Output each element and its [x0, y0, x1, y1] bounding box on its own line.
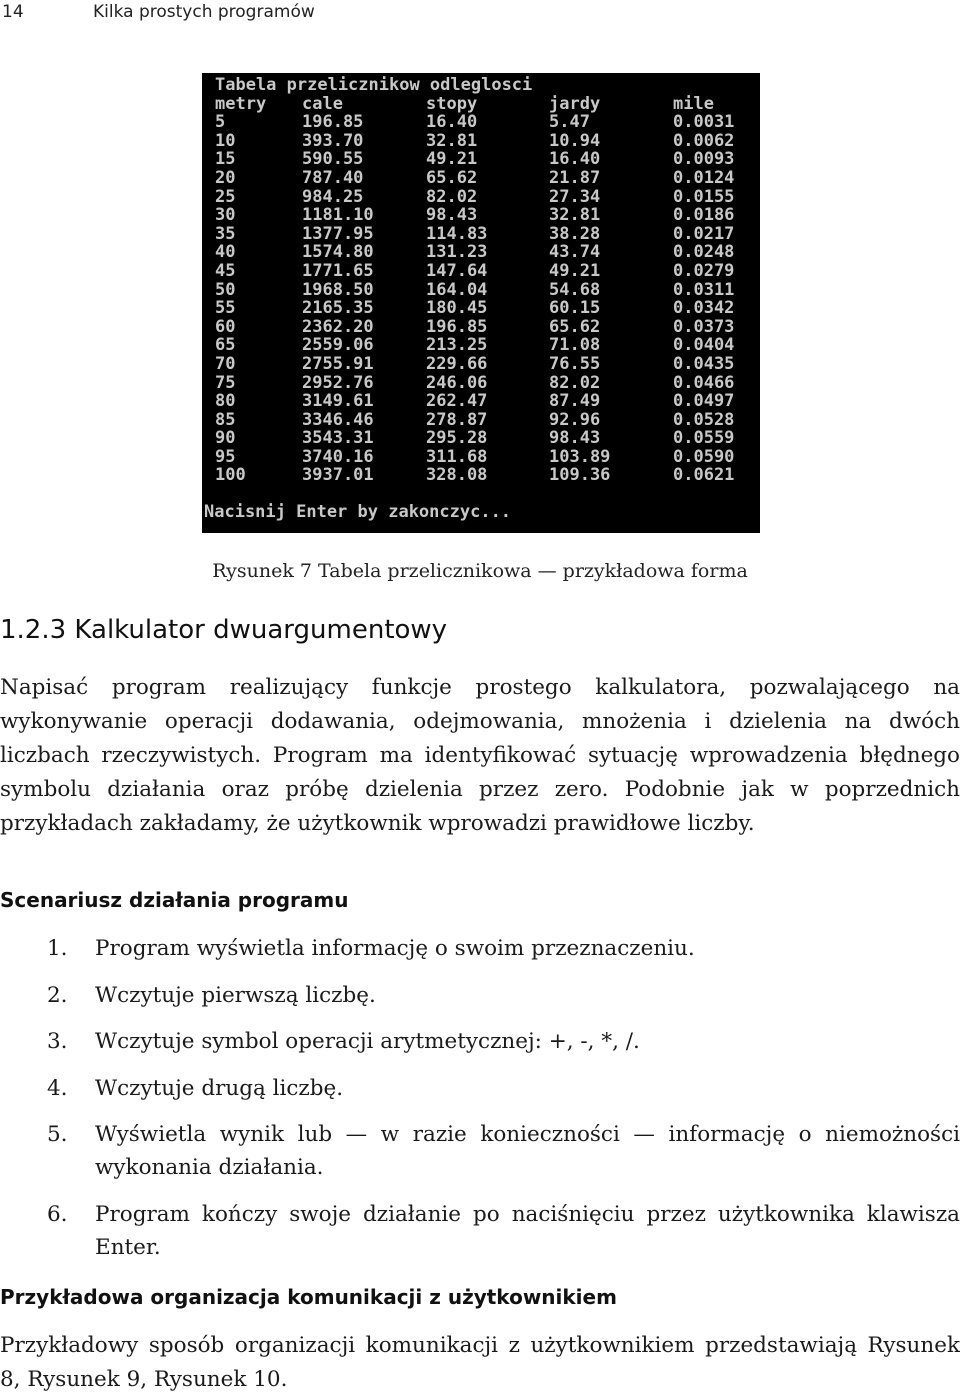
communication-paragraph: Przykładowy sposób organizacji komunikacji z użytkownikiem przedstawiają Rysunek 8, Rysunek 9, Rysunek 10. [0, 1333, 960, 1392]
table-cell: 0.0217 [673, 223, 735, 244]
console-rows [202, 113, 760, 485]
table-row [202, 299, 760, 318]
table-cell: 590.55 [302, 149, 364, 170]
table-cell: 10.94 [549, 130, 601, 151]
step-text: Wyświetla wynik lub — w razie konieczności — informację o niemożności wykonania działania. [95, 1122, 960, 1180]
list-item [0, 1118, 960, 1184]
table-cell: 1181.10 [302, 205, 374, 226]
table-cell: 40 [215, 242, 236, 263]
table-cell: 213.25 [426, 335, 488, 356]
table-cell: 21.87 [549, 167, 601, 188]
table-row [202, 429, 760, 448]
table-cell: 103.89 [549, 446, 611, 467]
table-row [202, 132, 760, 151]
column-header: mile [673, 93, 714, 114]
table-cell: 54.68 [549, 279, 601, 300]
table-cell: 90 [215, 428, 236, 449]
table-cell: 3740.16 [302, 446, 374, 467]
table-cell: 85 [215, 409, 236, 430]
table-row [202, 150, 760, 169]
step-text: Program wyświetla informację o swoim przeznaczeniu. [95, 936, 695, 961]
page-number: 14 [2, 2, 24, 22]
table-cell: 328.08 [426, 465, 488, 486]
table-cell: 0.0342 [673, 298, 735, 319]
console-title: Tabela przelicznikow odleglosci [215, 75, 533, 95]
column-header: stopy [426, 93, 478, 114]
table-cell: 1574.80 [302, 242, 374, 263]
table-cell: 0.0279 [673, 260, 735, 281]
table-cell: 2755.91 [302, 353, 374, 374]
table-cell: 15 [215, 149, 236, 170]
scenario-steps [0, 932, 960, 1277]
table-cell: 55 [215, 298, 236, 319]
table-cell: 109.36 [549, 465, 611, 486]
step-text: Program kończy swoje działanie po naciśnięciu przez użytkownika klawisza Enter. [95, 1201, 960, 1260]
table-cell: 87.49 [549, 391, 601, 412]
table-cell: 0.0093 [673, 149, 735, 170]
step-number: 6. [47, 1201, 68, 1227]
table-cell: 1377.95 [302, 223, 374, 244]
table-cell: 50 [215, 279, 236, 300]
table-cell: 0.0404 [673, 335, 735, 356]
list-item [0, 1198, 960, 1264]
table-cell: 3149.61 [302, 391, 374, 412]
table-cell: 196.85 [426, 316, 488, 337]
table-cell: 60.15 [549, 298, 601, 319]
table-cell: 38.28 [549, 223, 601, 244]
table-cell: 27.34 [549, 186, 601, 207]
step-number: 2. [47, 982, 68, 1008]
table-cell: 1968.50 [302, 279, 374, 300]
table-row [202, 374, 760, 393]
table-cell: 0.0559 [673, 428, 735, 449]
table-cell: 295.28 [426, 428, 488, 449]
table-cell: 984.25 [302, 186, 364, 207]
table-cell: 30 [215, 205, 236, 226]
list-item [0, 1025, 960, 1058]
table-row [202, 113, 760, 132]
table-cell: 16.40 [549, 149, 601, 170]
console-prompt: Nacisnij Enter by zakonczyc... [204, 502, 512, 522]
step-number: 3. [47, 1029, 68, 1054]
step-number: 1. [47, 936, 68, 961]
running-header [0, 2, 960, 28]
table-cell: 164.04 [426, 279, 488, 300]
table-row [202, 355, 760, 374]
table-row [202, 206, 760, 225]
table-cell: 100 [215, 465, 246, 486]
table-cell: 98.43 [549, 428, 601, 449]
table-cell: 0.0155 [673, 186, 735, 207]
section-heading: 1.2.3 Kalkulator dwuargumentowy [0, 615, 448, 645]
table-cell: 2952.76 [302, 372, 374, 393]
table-cell: 43.74 [549, 242, 601, 263]
table-cell: 10 [215, 130, 236, 151]
table-cell: 114.83 [426, 223, 488, 244]
list-item [0, 1072, 960, 1105]
table-cell: 229.66 [426, 353, 488, 374]
table-cell: 80 [215, 391, 236, 412]
table-cell: 5.47 [549, 112, 590, 133]
step-text: Wczytuje drugą liczbę. [95, 1075, 344, 1101]
table-cell: 0.0590 [673, 446, 735, 467]
step-number: 5. [47, 1122, 68, 1147]
table-row [202, 411, 760, 430]
table-cell: 45 [215, 260, 236, 281]
table-row [202, 318, 760, 337]
table-cell: 60 [215, 316, 236, 337]
table-cell: 262.47 [426, 391, 488, 412]
table-cell: 3346.46 [302, 409, 374, 430]
step-text: Wczytuje symbol operacji arytmetycznej: +, -, *, /. [95, 1029, 640, 1054]
communication-heading: Przykładowa organizacja komunikacji z użytkownikiem [0, 1285, 617, 1309]
table-cell: 25 [215, 186, 236, 207]
column-header: jardy [549, 93, 601, 114]
table-cell: 2165.35 [302, 298, 374, 319]
step-number: 4. [47, 1075, 68, 1101]
column-header: cale [302, 93, 343, 114]
table-cell: 82.02 [426, 186, 478, 207]
table-row [202, 336, 760, 355]
console-screenshot [202, 73, 760, 533]
table-cell: 0.0373 [673, 316, 735, 337]
table-cell: 76.55 [549, 353, 601, 374]
table-cell: 393.70 [302, 130, 364, 151]
table-cell: 3543.31 [302, 428, 374, 449]
table-cell: 71.08 [549, 335, 601, 356]
intro-paragraph: Napisać program realizujący funkcje prostego kalkulatora, pozwalającego na wykonywanie operacji dodawania, odejmowania, mnożenia i dzielenia na dwóch liczbach rzeczywistych. Program ma identyfikować sytuację wprowadzenia błędnego symbolu działania oraz próbę dzielenia przez zero. Podobnie jak w poprzednich przykładach zakładamy, że użytkownik wprowadzi prawidłowe liczby. [0, 675, 960, 836]
table-row [202, 169, 760, 188]
table-cell: 3937.01 [302, 465, 374, 486]
table-cell: 0.0528 [673, 409, 735, 430]
column-header: metry [215, 93, 267, 114]
table-cell: 35 [215, 223, 236, 244]
table-cell: 131.23 [426, 242, 488, 263]
chapter-title: Kilka prostych programów [93, 2, 315, 22]
table-row [202, 448, 760, 467]
table-cell: 65.62 [426, 167, 478, 188]
table-row [202, 188, 760, 207]
table-cell: 32.81 [426, 130, 478, 151]
table-cell: 0.0186 [673, 205, 735, 226]
table-row [202, 392, 760, 411]
table-cell: 787.40 [302, 167, 364, 188]
table-row [202, 243, 760, 262]
table-cell: 98.43 [426, 205, 478, 226]
table-cell: 95 [215, 446, 236, 467]
table-cell: 82.02 [549, 372, 601, 393]
table-cell: 0.0621 [673, 465, 735, 486]
figure-caption [0, 560, 960, 582]
table-cell: 0.0497 [673, 391, 735, 412]
table-cell: 32.81 [549, 205, 601, 226]
table-row [202, 225, 760, 244]
table-row [202, 281, 760, 300]
table-cell: 5 [215, 112, 226, 133]
table-cell: 0.0124 [673, 167, 735, 188]
list-item [0, 932, 960, 965]
table-cell: 0.0031 [673, 112, 735, 133]
table-cell: 16.40 [426, 112, 478, 133]
table-cell: 70 [215, 353, 236, 374]
table-cell: 2362.20 [302, 316, 374, 337]
table-cell: 0.0466 [673, 372, 735, 393]
console-column-headers [202, 95, 760, 114]
table-cell: 75 [215, 372, 236, 393]
table-cell: 20 [215, 167, 236, 188]
table-cell: 278.87 [426, 409, 488, 430]
table-cell: 1771.65 [302, 260, 374, 281]
table-cell: 49.21 [549, 260, 601, 281]
table-cell: 180.45 [426, 298, 488, 319]
table-cell: 0.0435 [673, 353, 735, 374]
table-cell: 49.21 [426, 149, 478, 170]
table-row [202, 466, 760, 485]
table-cell: 246.06 [426, 372, 488, 393]
table-cell: 311.68 [426, 446, 488, 467]
table-cell: 147.64 [426, 260, 488, 281]
figure-caption-text: Rysunek 7 Tabela przelicznikowa — przykładowa forma [212, 560, 748, 582]
table-cell: 92.96 [549, 409, 601, 430]
table-cell: 0.0248 [673, 242, 735, 263]
table-cell: 0.0062 [673, 130, 735, 151]
table-cell: 0.0311 [673, 279, 735, 300]
table-cell: 2559.06 [302, 335, 374, 356]
scenario-heading: Scenariusz działania programu [0, 888, 349, 912]
list-item [0, 979, 960, 1012]
table-cell: 65 [215, 335, 236, 356]
table-cell: 196.85 [302, 112, 364, 133]
step-text: Wczytuje pierwszą liczbę. [95, 982, 376, 1008]
table-row [202, 262, 760, 281]
table-cell: 65.62 [549, 316, 601, 337]
